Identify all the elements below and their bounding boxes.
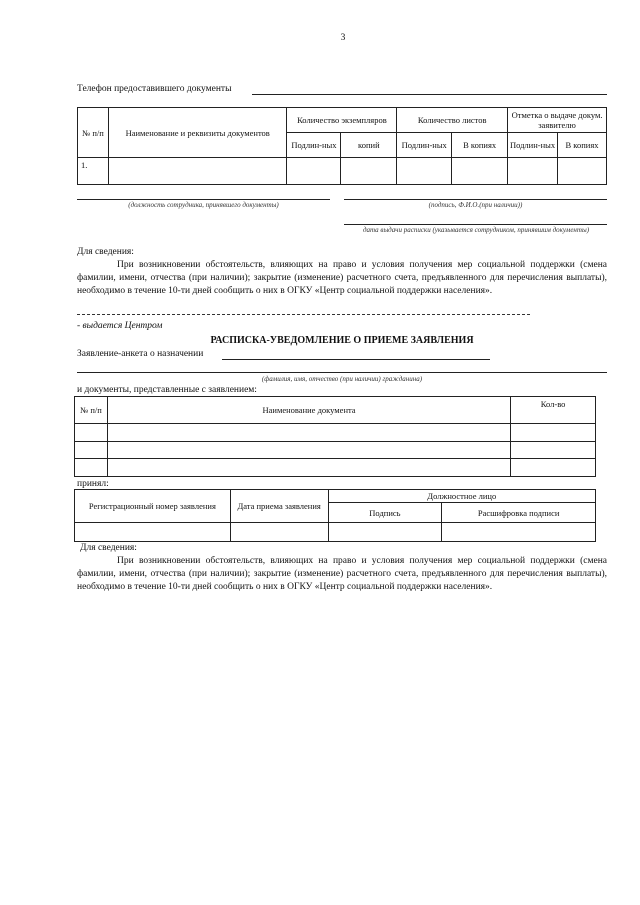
col-copies-header: Количество экземпляров	[287, 108, 397, 133]
info-heading-1: Для сведения:	[77, 247, 134, 257]
row-1-sheets-original-cell[interactable]	[397, 158, 452, 185]
docs-col-name-header: Наименование документа	[107, 397, 510, 424]
sub-sheets-original-header: Подлин-ных	[397, 133, 452, 158]
sub-sheets-copies-header: В копиях	[452, 133, 508, 158]
row-1-original-cell[interactable]	[287, 158, 341, 185]
col-issue-mark-header: Отметка о выдаче докум. заявителю	[508, 108, 607, 133]
docs-row-1-name[interactable]	[107, 424, 510, 441]
info-heading-2: Для сведения:	[80, 543, 137, 553]
docs-row-1-num[interactable]	[75, 424, 108, 441]
info-text-2: При возникновении обстоятельств, влияющих на право и условия получения мер социальной поддержки (смена фамилии, имени, отчества (при наличии); закрытие (изменение) расчетного счета, предъявленного для перечисления выплаты), необходимо в течение 10-ти дней сообщить о них в ОГКУ «Центр социальной поддержки населения».	[77, 556, 607, 592]
reg-date-cell[interactable]	[230, 523, 328, 542]
sub-original-header: Подлин-ных	[287, 133, 341, 158]
cut-line	[77, 314, 530, 315]
col-sheets-header: Количество листов	[397, 108, 508, 133]
docs-row-1-qty[interactable]	[511, 424, 596, 441]
employee-position-line[interactable]	[77, 199, 330, 200]
documents-table	[77, 107, 607, 185]
signature-name-caption: (подпись, Ф.И.О.(при наличии))	[428, 201, 523, 209]
row-1-issue-copies-cell[interactable]	[558, 158, 607, 185]
reg-sub-decode-header: Расшифровка подписи	[442, 503, 596, 523]
docs-row-2-name[interactable]	[107, 441, 510, 458]
phone-input-line[interactable]	[252, 94, 607, 95]
reg-sub-signature-header: Подпись	[328, 503, 442, 523]
col-num-header: № п/п	[78, 108, 109, 158]
signature-name-line[interactable]	[344, 199, 607, 200]
reg-col-official-header: Должностное лицо	[328, 490, 595, 503]
application-input-line[interactable]	[222, 359, 490, 360]
receipt-date-caption: дата выдачи расписки (указывается сотрудником, принявшим документы)	[362, 226, 590, 234]
phone-label: Телефон предоставившего документы	[77, 84, 232, 94]
fio-caption: (фамилия, имя, отчество (при наличии) гражданина)	[261, 375, 423, 383]
docs-label: и документы, представленные с заявлением:	[77, 385, 257, 395]
row-1-name-cell[interactable]	[108, 158, 287, 185]
docs-col-num-header: № п/п	[75, 397, 108, 424]
application-label: Заявление-анкета о назначении	[77, 349, 204, 359]
issued-by-text: - выдается Центром	[77, 321, 163, 331]
reg-number-cell[interactable]	[75, 523, 231, 542]
col-name-header: Наименование и реквизиты документов	[108, 108, 287, 158]
receipt-date-line[interactable]	[344, 224, 607, 225]
info-text-1: При возникновении обстоятельств, влияющих на право и условия получения мер социальной поддержки (смена фамилии, имени, отчества (при наличии); закрытие (изменение) расчетного счета, предъявленного для перечисления выплаты), необходимо в течение 10-ти дней сообщить о них в ОГКУ «Центр социальной поддержки населения».	[77, 260, 607, 296]
info-paragraph-2	[77, 555, 607, 594]
row-1-sheets-copies-cell[interactable]	[452, 158, 508, 185]
registration-table	[74, 489, 596, 542]
submitted-docs-table	[74, 396, 596, 477]
applicant-fio-line[interactable]	[77, 372, 607, 373]
docs-row-3-qty[interactable]	[511, 458, 596, 476]
sub-issue-copies-header: В копиях	[558, 133, 607, 158]
sub-copies-header: копий	[341, 133, 397, 158]
page-number: 3	[340, 33, 346, 43]
info-paragraph-1	[77, 259, 607, 298]
docs-col-qty-header: Кол-во	[511, 397, 596, 424]
row-1-issue-original-cell[interactable]	[508, 158, 558, 185]
receipt-title: РАСПИСКА-УВЕДОМЛЕНИЕ О ПРИЕМЕ ЗАЯВЛЕНИЯ	[210, 335, 474, 346]
reg-decode-cell[interactable]	[442, 523, 596, 542]
reg-signature-cell[interactable]	[328, 523, 442, 542]
accepted-label: принял:	[77, 479, 109, 489]
reg-col-number-header: Регистрационный номер заявления	[75, 490, 231, 523]
docs-row-3-name[interactable]	[107, 458, 510, 476]
row-1-num: 1.	[78, 158, 109, 185]
docs-row-2-qty[interactable]	[511, 441, 596, 458]
sub-issue-original-header: Подлин-ных	[508, 133, 558, 158]
reg-col-date-header: Дата приема заявления	[230, 490, 328, 523]
row-1-copies-cell[interactable]	[341, 158, 397, 185]
employee-position-caption: (должность сотрудника, принявшего документы)	[128, 201, 279, 209]
docs-row-2-num[interactable]	[75, 441, 108, 458]
docs-row-3-num[interactable]	[75, 458, 108, 476]
